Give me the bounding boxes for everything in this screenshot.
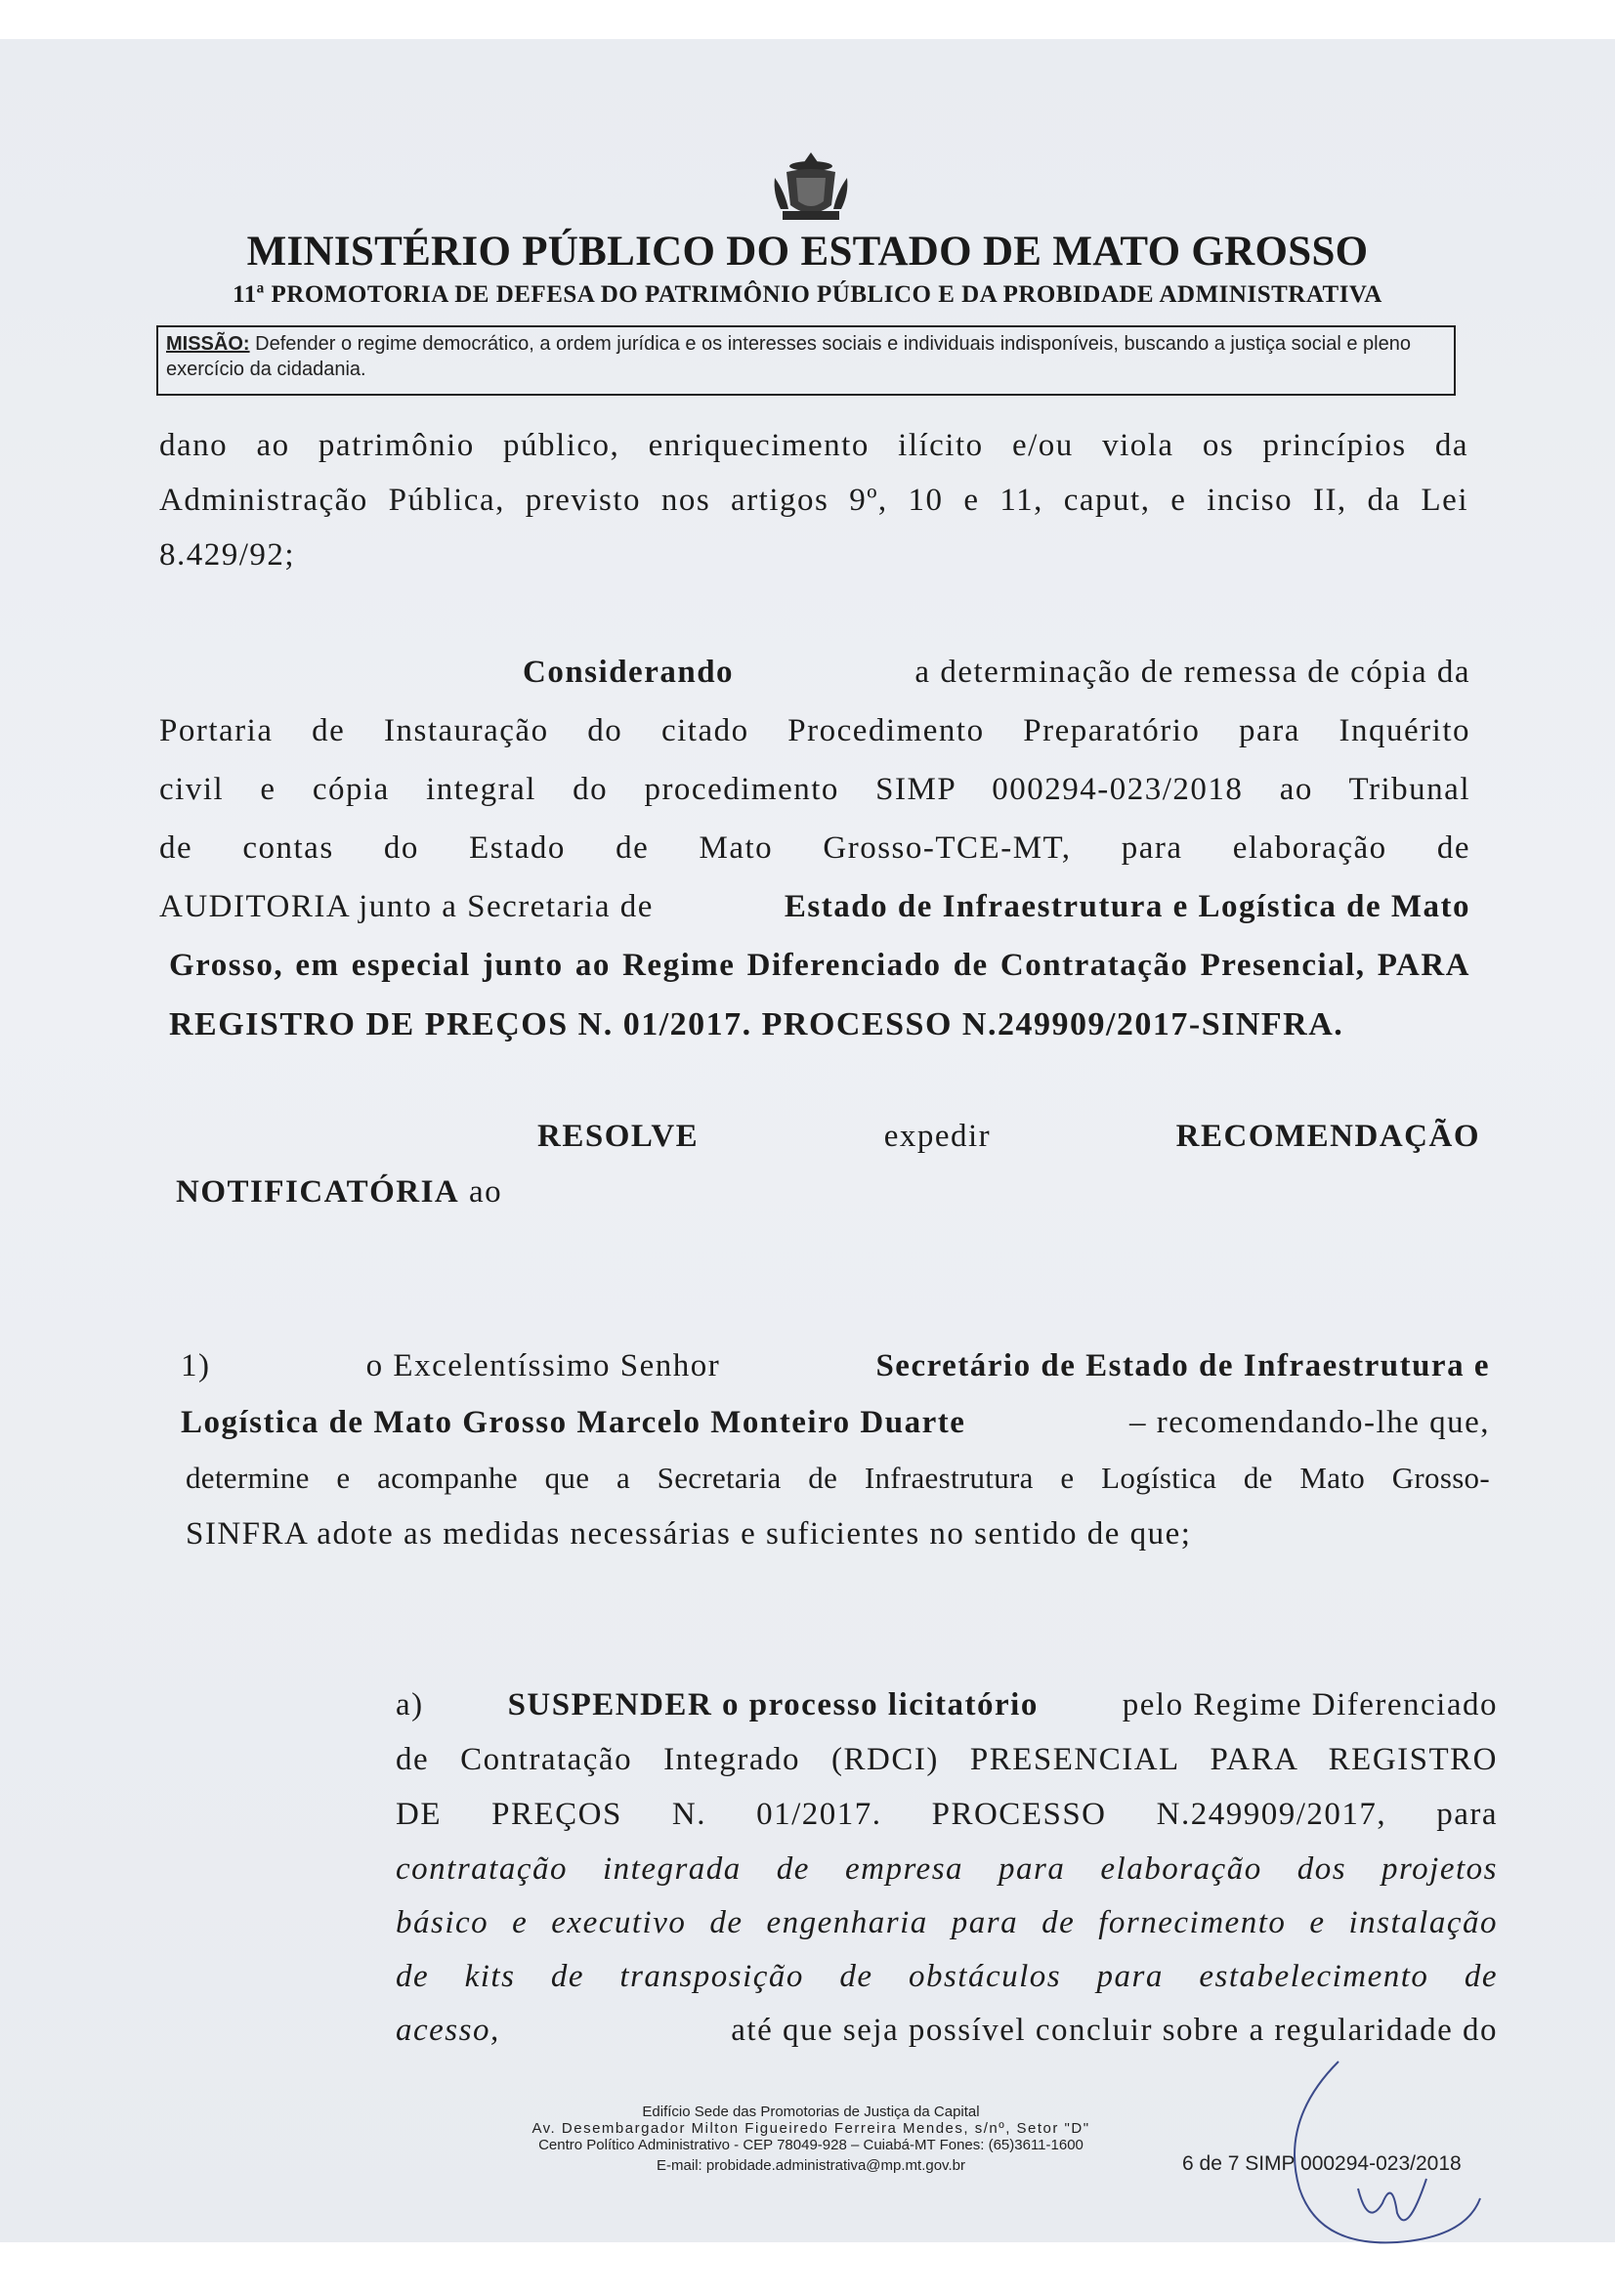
paragraph-line: civil e cópia integral do procedimento SIMP 000294-023/2018 ao Tribunal	[159, 772, 1470, 807]
paragraph-line: de Contratação Integrado (RDCI) PRESENCIAL PARA REGISTRO	[396, 1742, 1498, 1777]
mission-text: Defender o regime democrático, a ordem jurídica e os interesses sociais e individuais indisponíveis, buscando a justiça social e pleno exercício da cidadania.	[166, 333, 1411, 380]
footer-line: Av. Desembargador Milton Figueiredo Ferreira Mendes, s/nº, Setor "D"	[531, 2120, 1090, 2137]
page-number: 6 de 7 SIMP 000294-023/2018	[1182, 2152, 1462, 2175]
expedir-word: expedir	[883, 1119, 992, 1154]
handwritten-signature	[1270, 2042, 1524, 2296]
paragraph-text: – recomendando-lhe que,	[1129, 1405, 1490, 1440]
footer-line: Centro Político Administrativo - CEP 78049-928 – Cuiabá-MT Fones: (65)3611-1600	[538, 2137, 1084, 2153]
paragraph-text: ao	[469, 1174, 503, 1210]
paragraph-line: SINFRA adote as medidas necessárias e suficientes no sentido de que;	[186, 1516, 1192, 1552]
paragraph-text: a determinação de remessa de cópia da	[914, 655, 1470, 690]
footer-address	[489, 2104, 1133, 2174]
paragraph-line: de contas do Estado de Mato Grosso-TCE-MT, para elaboração de	[159, 830, 1470, 866]
coat-of-arms-icon	[767, 149, 855, 227]
resolve-word: RESOLVE	[537, 1119, 700, 1154]
paragraph-line: Administração Pública, previsto nos artigos 9º, 10 e 11, caput, e inciso II, da Lei	[159, 483, 1468, 518]
paragraph-text: pelo Regime Diferenciado	[1122, 1687, 1498, 1722]
paragraph-text: a)	[396, 1687, 424, 1722]
paragraph-bold-text: Secretário de Estado de Infraestrutura e	[875, 1348, 1490, 1383]
paragraph-line: Grosso, em especial junto ao Regime Diferenciado de Contratação Presencial, PARA	[169, 948, 1470, 983]
paragraph-text: até que seja possível concluir sobre a regularidade do	[731, 2013, 1498, 2048]
paragraph-line: de kits de transposição de obstáculos para estabelecimento de	[396, 1959, 1498, 1994]
item-number: 1)	[181, 1348, 211, 1383]
paragraph-line: DE PREÇOS N. 01/2017. PROCESSO N.249909/2017, para	[396, 1797, 1498, 1832]
paragraph-line	[159, 889, 1470, 925]
paragraph-line: básico e executivo de engenharia para de fornecimento e instalação	[396, 1905, 1498, 1940]
paragraph-bold-text: SUSPENDER o processo licitatório	[507, 1687, 1039, 1722]
paragraph-line: REGISTRO DE PREÇOS N. 01/2017. PROCESSO N.249909/2017-SINFRA.	[169, 1006, 1344, 1042]
footer-line: Edifício Sede das Promotorias de Justiça da Capital	[642, 2104, 980, 2120]
paragraph-bold-text: Estado de Infraestrutura e Logística de Mato	[784, 889, 1470, 924]
paragraph-line: determine e acompanhe que a Secretaria de Infraestrutura e Logística de Mato Grosso-	[186, 1461, 1490, 1495]
mission-box	[156, 325, 1456, 396]
mission-label: MISSÃO:	[166, 333, 250, 355]
organization-title: MINISTÉRIO PÚBLICO DO ESTADO DE MATO GROSSO	[246, 229, 1369, 275]
paragraph-line: 8.429/92;	[159, 537, 296, 573]
paragraph-italic-text: acesso,	[396, 2013, 500, 2048]
item-a-line	[396, 1687, 1498, 1723]
footer-line: E-mail: probidade.administrativa@mp.mt.gov.br	[657, 2157, 965, 2174]
paragraph-line	[181, 1405, 1490, 1441]
paragraph-line: Portaria de Instauração do citado Procedimento Preparatório para Inquérito	[159, 713, 1470, 748]
resolve-line	[537, 1119, 1480, 1155]
paragraph-text: o Excelentíssimo Senhor	[365, 1348, 721, 1383]
notificatoria-line	[176, 1174, 502, 1211]
recomendacao-word: RECOMENDAÇÃO	[1175, 1119, 1480, 1154]
considerando-line	[523, 655, 1470, 691]
paragraph-bold-text: Logística de Mato Grosso Marcelo Monteiro Duarte	[181, 1405, 966, 1440]
paragraph-line: dano ao patrimônio público, enriquecimento ilícito e/ou viola os princípios da	[159, 428, 1468, 463]
paragraph-text: AUDITORIA junto a Secretaria de	[159, 889, 654, 924]
document-page	[0, 39, 1615, 2242]
considerando-word: Considerando	[523, 655, 735, 690]
organization-subtitle: 11ª PROMOTORIA DE DEFESA DO PATRIMÔNIO PÚBLICO E DA PROBIDADE ADMINISTRATIVA	[233, 281, 1382, 308]
paragraph-line: contratação integrada de empresa para elaboração dos projetos	[396, 1851, 1498, 1887]
item-1-line	[181, 1348, 1490, 1384]
notificatoria-word: NOTIFICATÓRIA	[176, 1174, 460, 1210]
